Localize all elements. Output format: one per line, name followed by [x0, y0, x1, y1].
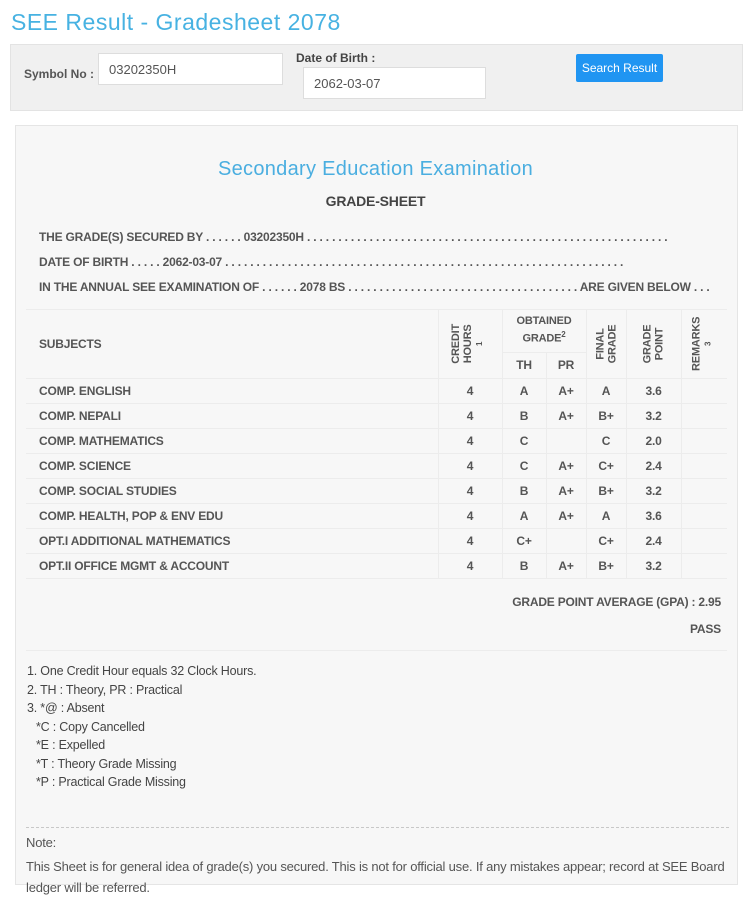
secured-by-line: THE GRADE(S) SECURED BY . . . . . . 03202350H . . . . . . . . . . . . . . . . . . . . . . . . . . . . . . . . . . . . . . . . . . . . . . . . . . . . . . . . . .: [39, 230, 668, 244]
table-row: [26, 479, 727, 504]
remarks-cell: [681, 429, 727, 454]
grades-table: [26, 309, 727, 579]
th-grade-cell: B: [502, 479, 546, 504]
credit-cell: 4: [438, 479, 502, 504]
remarks-cell: [681, 454, 727, 479]
footnote-item: 2. TH : Theory, PR : Practical: [27, 682, 183, 697]
credit-hours-header: [438, 310, 502, 379]
credit-hours-line1: CREDIT: [450, 324, 463, 364]
grade-point-cell: 3.2: [626, 479, 681, 504]
grade-point-cell: 3.6: [626, 504, 681, 529]
footnote-item: *C : Copy Cancelled: [36, 719, 145, 734]
final-grade-cell: C+: [586, 529, 626, 554]
superscript: 2: [561, 330, 566, 340]
credit-cell: 4: [438, 529, 502, 554]
subject-cell: COMP. SOCIAL STUDIES: [26, 479, 438, 504]
table-row: [26, 379, 727, 404]
credit-cell: 4: [438, 404, 502, 429]
remarks-cell: [681, 504, 727, 529]
th-grade-cell: C: [502, 429, 546, 454]
footnote-item: *T : Theory Grade Missing: [36, 756, 177, 771]
obtained-grade-header: OBTAINED GRADE$^2$: [502, 310, 586, 353]
th-grade-cell: B: [502, 404, 546, 429]
pr-grade-cell: A+: [546, 554, 586, 579]
subject-cell: COMP. MATHEMATICS: [26, 429, 438, 454]
remarks-cell: [681, 404, 727, 429]
pr-grade-cell: [546, 529, 586, 554]
date-of-birth-line: DATE OF BIRTH . . . . . 2062-03-07 . . . . . . . . . . . . . . . . . . . . . . . . . . . . . . . . . . . . . . . . . . . . . . . . . . . . . . . . . . . . . . . .: [39, 255, 624, 269]
page-title: SEE Result - Gradesheet 2078: [11, 9, 341, 35]
exam-title: Secondary Education Examination: [217, 158, 534, 180]
subject-cell: OPT.I ADDITIONAL MATHEMATICS: [26, 529, 438, 554]
th-header: TH: [502, 352, 546, 378]
note-label: Note:: [26, 834, 57, 850]
footnote-item: 1. One Credit Hour equals 32 Clock Hours.: [27, 664, 257, 678]
pr-grade-cell: A+: [546, 404, 586, 429]
remarks-cell: [681, 529, 727, 554]
subject-cell: COMP. NEPALI: [26, 404, 438, 429]
final-grade-line1: FINAL: [594, 328, 607, 360]
pr-grade-cell: A+: [546, 379, 586, 404]
symbol-no-input[interactable]: [98, 53, 283, 85]
student-info-lines: [39, 225, 723, 300]
footnote-item: *P : Practical Grade Missing: [36, 775, 186, 789]
final-grade-cell: C: [586, 429, 626, 454]
pr-grade-cell: A+: [546, 479, 586, 504]
symbol-no-label: Symbol No :: [24, 67, 95, 81]
grade-point-cell: 2.0: [626, 429, 681, 454]
note-text: This Sheet is for general idea of grade(s) you secured. This is not for official use. If any mistakes appear; record at SEE Board ledger will be referred.: [26, 858, 725, 895]
final-grade-cell: C+: [586, 454, 626, 479]
table-row: [26, 429, 727, 454]
th-grade-cell: A: [502, 504, 546, 529]
superscript: 3: [703, 341, 713, 347]
final-grade-header: [586, 310, 626, 379]
grade-point-line1: GRADE: [641, 324, 654, 364]
final-grade-cell: A: [586, 504, 626, 529]
grade-sheet-title: GRADE-SHEET: [325, 193, 426, 209]
grade-point-line2: POINT: [653, 327, 666, 361]
remarks-header: [681, 310, 727, 379]
note-separator: [26, 827, 729, 828]
th-grade-cell: B: [502, 554, 546, 579]
pr-grade-cell: A+: [546, 504, 586, 529]
table-row: [26, 554, 727, 579]
remarks-cell: [681, 379, 727, 404]
grade-point-cell: 2.4: [626, 529, 681, 554]
grade-point-cell: 3.2: [626, 554, 681, 579]
pr-grade-cell: A+: [546, 454, 586, 479]
result-status: PASS: [690, 622, 721, 636]
credit-cell: 4: [438, 554, 502, 579]
remarks-label: REMARKS $^3$: [690, 316, 713, 372]
subject-cell: COMP. ENGLISH: [26, 379, 438, 404]
subject-cell: COMP. HEALTH, POP & ENV EDU: [26, 504, 438, 529]
table-row: [26, 404, 727, 429]
th-grade-cell: A: [502, 379, 546, 404]
gpa-block: [26, 579, 727, 651]
final-grade-cell: B+: [586, 479, 626, 504]
footnotes: [27, 662, 725, 792]
grade-point-cell: 3.2: [626, 404, 681, 429]
date-of-birth-label: Date of Birth :: [296, 51, 376, 65]
credit-cell: 4: [438, 504, 502, 529]
gpa-line: GRADE POINT AVERAGE (GPA) : 2.95: [512, 595, 721, 609]
remarks-cell: [681, 554, 727, 579]
table-row: [26, 504, 727, 529]
pr-header: PR: [546, 352, 586, 378]
table-header-row: [26, 310, 727, 353]
footnote-item: 3. *@ : Absent: [27, 701, 105, 715]
final-grade-cell: A: [586, 379, 626, 404]
final-grade-cell: B+: [586, 554, 626, 579]
th-grade-cell: C+: [502, 529, 546, 554]
remarks-cell: [681, 479, 727, 504]
credit-cell: 4: [438, 379, 502, 404]
credit-cell: 4: [438, 454, 502, 479]
examination-year-line: IN THE ANNUAL SEE EXAMINATION OF . . . . . . 2078 BS . . . . . . . . . . . . . . . . . . . . . . . . . . . . . . . . . . . . . ARE GIVEN BELOW . . .: [39, 280, 710, 294]
grade-point-cell: 2.4: [626, 454, 681, 479]
pr-grade-cell: [546, 429, 586, 454]
credit-hours-line2: HOURS $^1$: [462, 324, 485, 364]
subject-cell: COMP. SCIENCE: [26, 454, 438, 479]
table-row: [26, 529, 727, 554]
subject-cell: OPT.II OFFICE MGMT & ACCOUNT: [26, 554, 438, 579]
search-result-button[interactable]: Search Result: [576, 54, 663, 82]
final-grade-line2: GRADE: [606, 324, 619, 364]
search-form: [10, 44, 743, 111]
final-grade-cell: B+: [586, 404, 626, 429]
grade-point-cell: 3.6: [626, 379, 681, 404]
footnote-item: *E : Expelled: [36, 738, 105, 752]
table-row: [26, 454, 727, 479]
subjects-header: SUBJECTS: [26, 310, 438, 379]
date-of-birth-input[interactable]: [303, 67, 486, 99]
th-grade-cell: C: [502, 454, 546, 479]
grade-point-header: [626, 310, 681, 379]
credit-cell: 4: [438, 429, 502, 454]
gradesheet-panel: [15, 125, 738, 895]
superscript: 1: [475, 341, 485, 347]
